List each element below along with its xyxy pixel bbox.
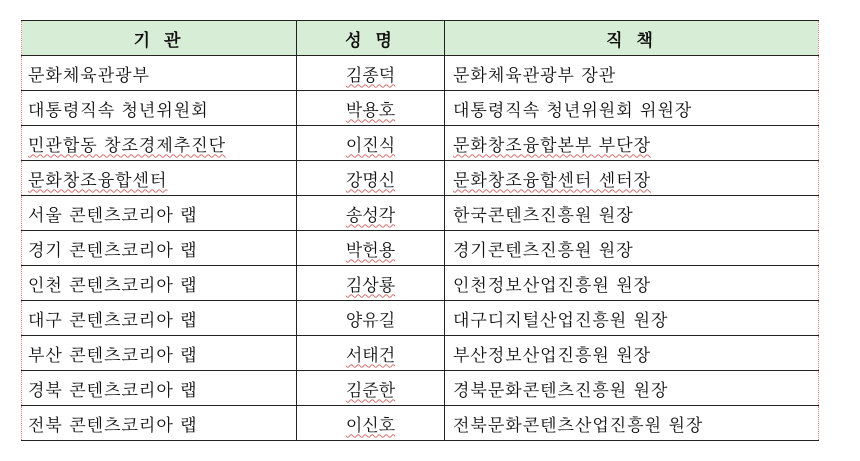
cell-org[interactable]: 경북 콘텐츠코리아 랩 — [22, 371, 297, 406]
name-text: 이진식 — [345, 135, 396, 156]
org-text: 민관합동 창조경제추진단 — [28, 135, 227, 156]
cell-name[interactable] — [297, 91, 445, 126]
name-text: 양유길 — [345, 310, 396, 331]
cell-name[interactable] — [297, 56, 445, 91]
name-text: 이신호 — [345, 415, 396, 436]
cell-org[interactable]: 문화체육관광부 — [22, 56, 297, 91]
name-text: 김종덕 — [345, 65, 396, 86]
cell-position[interactable]: 한국콘텐츠진흥원 원장 — [445, 196, 819, 231]
cell-position[interactable]: 전북문화콘텐츠산업진흥원 원장 — [445, 406, 819, 441]
cell-position[interactable] — [445, 126, 819, 161]
cell-position[interactable]: 부산정보산업진흥원 원장 — [445, 336, 819, 371]
header-name[interactable]: 성 명 — [297, 21, 445, 56]
cell-name[interactable] — [297, 231, 445, 266]
cell-org[interactable]: 대구 콘텐츠코리아 랩 — [22, 301, 297, 336]
table-row — [22, 266, 819, 301]
cell-org[interactable]: 인천 콘텐츠코리아 랩 — [22, 266, 297, 301]
cell-org[interactable]: 서울 콘텐츠코리아 랩 — [22, 196, 297, 231]
table-row — [22, 406, 819, 441]
position-text: 문화창조융합본부 부단장 — [453, 135, 652, 156]
cell-name[interactable] — [297, 126, 445, 161]
cell-position[interactable]: 대통령직속 청년위원회 위원장 — [445, 91, 819, 126]
name-text: 김상룡 — [345, 275, 396, 296]
cell-position[interactable] — [445, 161, 819, 196]
table-row — [22, 91, 819, 126]
header-row — [22, 21, 819, 56]
cell-org[interactable]: 경기 콘텐츠코리아 랩 — [22, 231, 297, 266]
position-text: 문화창조융합센터 센터장 — [453, 170, 652, 191]
cell-org[interactable] — [22, 161, 297, 196]
officials-table — [21, 20, 819, 441]
cell-position[interactable]: 경기콘텐츠진흥원 원장 — [445, 231, 819, 266]
cell-name[interactable] — [297, 161, 445, 196]
org-text: 문화창조융합센터 — [28, 170, 168, 191]
name-text: 서태건 — [345, 345, 396, 366]
cell-name[interactable] — [297, 336, 445, 371]
cell-name[interactable] — [297, 371, 445, 406]
header-position[interactable]: 직 책 — [445, 21, 819, 56]
cell-position[interactable]: 인천정보산업진흥원 원장 — [445, 266, 819, 301]
table-row — [22, 126, 819, 161]
cell-org[interactable]: 대통령직속 청년위원회 — [22, 91, 297, 126]
cell-name[interactable] — [297, 301, 445, 336]
cell-name[interactable] — [297, 196, 445, 231]
table-row — [22, 371, 819, 406]
table-row — [22, 56, 819, 91]
cell-position[interactable]: 문화체육관광부 장관 — [445, 56, 819, 91]
table-row — [22, 231, 819, 266]
name-text: 김준한 — [345, 380, 396, 401]
name-text: 강명신 — [345, 170, 396, 191]
spreadsheet-table-area — [21, 20, 818, 441]
name-text: 박용호 — [345, 100, 396, 121]
cell-position[interactable]: 경북문화콘텐츠진흥원 원장 — [445, 371, 819, 406]
cell-org[interactable]: 전북 콘텐츠코리아 랩 — [22, 406, 297, 441]
table-row — [22, 301, 819, 336]
cell-org[interactable] — [22, 126, 297, 161]
cell-name[interactable] — [297, 266, 445, 301]
table-row — [22, 336, 819, 371]
header-org[interactable]: 기 관 — [22, 21, 297, 56]
name-text: 박헌용 — [345, 240, 396, 261]
cell-name[interactable] — [297, 406, 445, 441]
table-row — [22, 161, 819, 196]
cell-org[interactable]: 부산 콘텐츠코리아 랩 — [22, 336, 297, 371]
name-text: 송성각 — [345, 205, 396, 226]
table-row — [22, 196, 819, 231]
cell-position[interactable]: 대구디지털산업진흥원 원장 — [445, 301, 819, 336]
